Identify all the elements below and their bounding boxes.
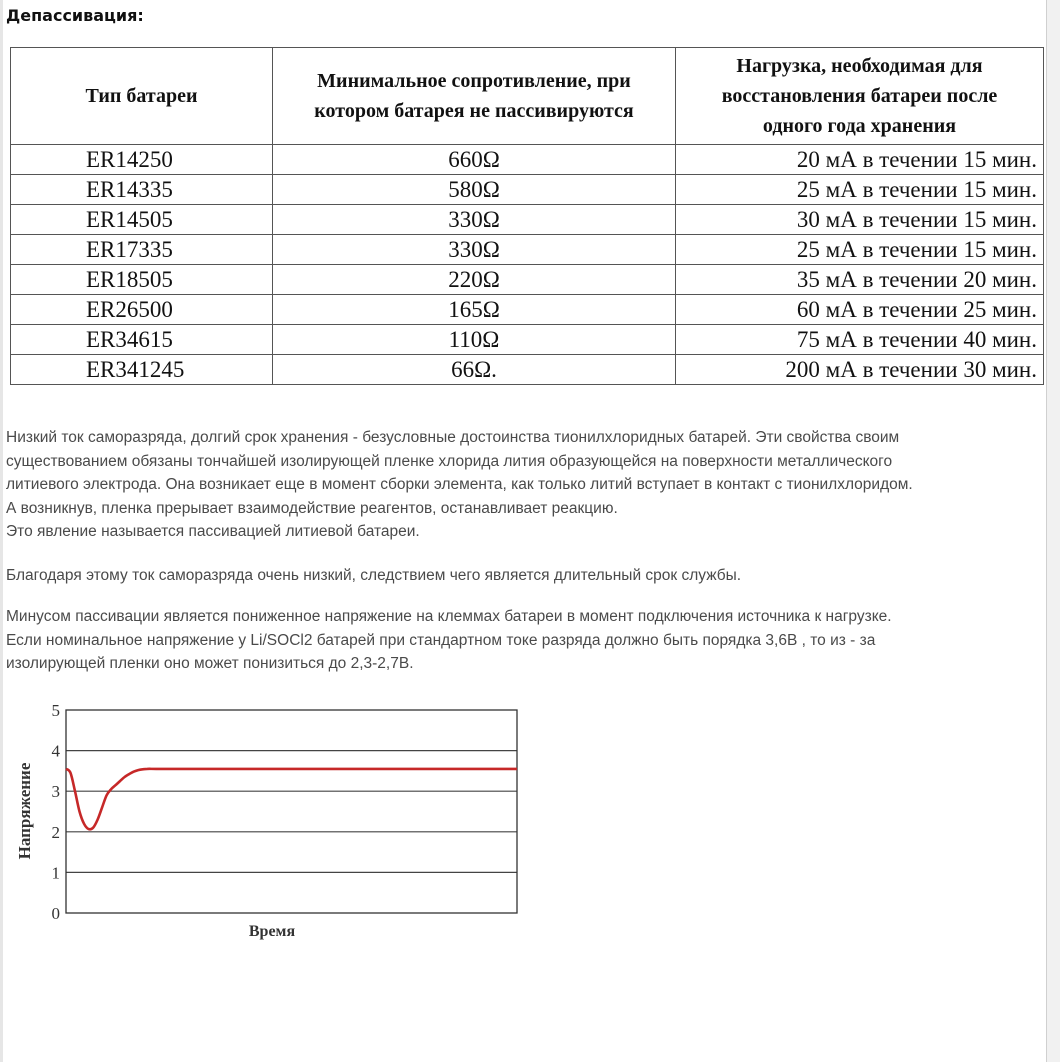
chart-plot-frame xyxy=(66,710,517,913)
table-row xyxy=(11,355,1044,385)
chart-y-tick-label: 0 xyxy=(51,904,60,923)
voltage-series-line xyxy=(66,769,517,829)
chart-y-tick-label: 3 xyxy=(51,782,60,802)
table-row xyxy=(11,325,1044,355)
chart-x-axis-label: Время xyxy=(248,923,296,940)
cell-recovery-load: 30 мА в течении 15 мин. xyxy=(676,205,1044,235)
chart-y-axis-label: Напряжение xyxy=(15,762,34,860)
scrollbar[interactable] xyxy=(1046,0,1060,1062)
cell-battery-type: ER14250 xyxy=(11,145,273,175)
table-row xyxy=(11,235,1044,265)
cell-min-resistance: 220Ω xyxy=(273,265,676,295)
paragraph-line: существованием обязаны тончайшей изолирующей пленке хлорида лития образующейся на поверхности металлического xyxy=(6,452,893,470)
cell-battery-type: ER17335 xyxy=(11,235,273,265)
cell-recovery-load: 20 мА в течении 15 мин. xyxy=(676,145,1044,175)
cell-min-resistance: 165Ω xyxy=(273,295,676,325)
header-recovery-load: Нагрузка, необходимая для восстановления батареи после одного года хранения xyxy=(676,48,1044,145)
battery-table xyxy=(10,47,1044,385)
paragraph-line: Если номинальное напряжение у Li/SOCl2 батарей при стандартном токе разряда должно быть порядка 3,6В , то из - за xyxy=(6,631,876,649)
chart-y-tick-label: 5 xyxy=(51,701,60,720)
cell-battery-type: ER14335 xyxy=(11,175,273,205)
cell-min-resistance: 66Ω. xyxy=(273,355,676,385)
paragraph-line: изолирующей пленки оно может понизиться до 2,3-2,7В. xyxy=(6,655,414,672)
header-min-resistance: Минимальное сопротивление, при котором батарея не пассивируются xyxy=(273,48,676,145)
chart-y-tick-label: 4 xyxy=(51,741,60,761)
cell-min-resistance: 580Ω xyxy=(273,175,676,205)
cell-battery-type: ER34615 xyxy=(11,325,273,355)
table-row xyxy=(11,175,1044,205)
table-row xyxy=(11,145,1044,175)
cell-min-resistance: 660Ω xyxy=(273,145,676,175)
paragraph-line: Благодаря этому ток саморазряда очень низкий, следствием чего является длительный срок службы. xyxy=(6,567,742,584)
paragraph-line: литиевого электрода. Она возникает еще в момент сборки элемента, как только литий вступает в контакт с тионилхлоридом. xyxy=(6,476,913,493)
paragraph-line: А возникнув, пленка прерывает взаимодействие реагентов, останавливает реакцию. xyxy=(6,499,618,517)
header-battery-type: Тип батареи xyxy=(11,48,273,145)
cell-battery-type: ER341245 xyxy=(11,355,273,385)
voltage-chart xyxy=(0,690,540,950)
cell-battery-type: ER26500 xyxy=(11,295,273,325)
paragraph-self-discharge xyxy=(6,564,1042,588)
cell-recovery-load: 35 мА в течении 20 мин. xyxy=(676,265,1044,295)
paragraph-line: Это явление называется пассивацией литиевой батареи. xyxy=(6,523,420,540)
cell-recovery-load: 25 мА в течении 15 мин. xyxy=(676,235,1044,265)
cell-recovery-load: 25 мА в течении 15 мин. xyxy=(676,175,1044,205)
cell-recovery-load: 60 мА в течении 25 мин. xyxy=(676,295,1044,325)
table-header-row xyxy=(11,48,1044,145)
cell-recovery-load: 200 мА в течении 30 мин. xyxy=(676,355,1044,385)
table-row xyxy=(11,265,1044,295)
chart-y-tick-label: 2 xyxy=(51,822,60,842)
cell-recovery-load: 75 мА в течении 40 мин. xyxy=(676,325,1044,355)
chart-y-ticks xyxy=(52,701,61,923)
paragraph-voltage-drop xyxy=(6,605,1042,676)
cell-min-resistance: 330Ω xyxy=(273,235,676,265)
cell-min-resistance: 110Ω xyxy=(273,325,676,355)
paragraph-line: Низкий ток саморазряда, долгий срок хранения - безусловные достоинства тионилхлоридных батарей. Эти свойства своим xyxy=(6,429,900,446)
table-row xyxy=(11,205,1044,235)
cell-battery-type: ER18505 xyxy=(11,265,273,295)
paragraph-line: Минусом пассивации является пониженное напряжение на клеммах батареи в момент подключения источника к нагрузке. xyxy=(6,608,892,625)
chart-y-tick-label: 1 xyxy=(51,863,60,883)
cell-min-resistance: 330Ω xyxy=(273,205,676,235)
table-row xyxy=(11,295,1044,325)
page-heading: Депассивация: xyxy=(6,6,144,25)
paragraph-passivation xyxy=(6,426,1042,544)
cell-battery-type: ER14505 xyxy=(11,205,273,235)
